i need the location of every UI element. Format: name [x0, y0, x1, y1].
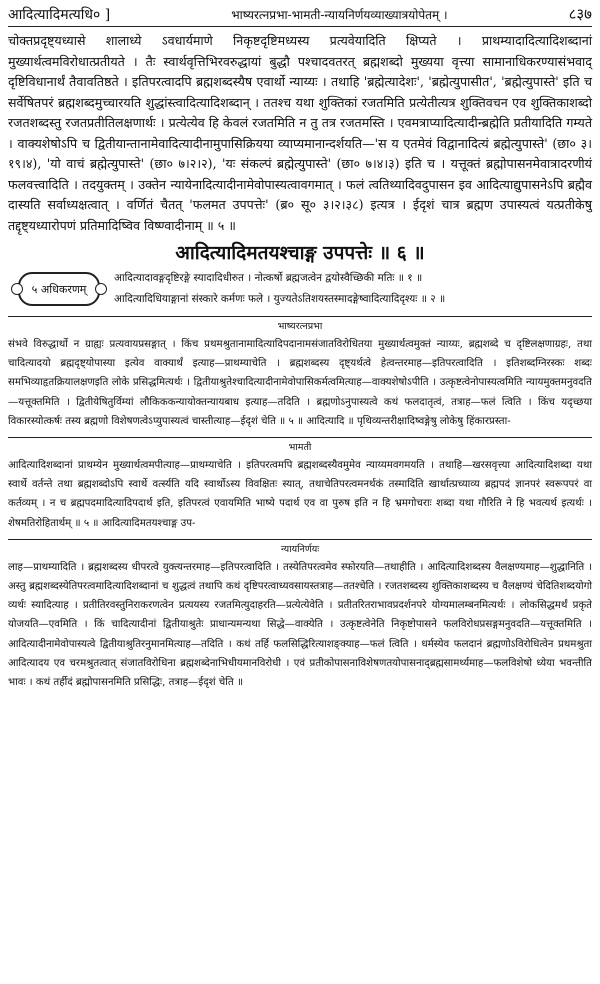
adhikarana-block: [8, 268, 592, 310]
adhikarana-verses: [114, 268, 445, 310]
section-divider: [8, 437, 592, 438]
commentary-bhamati: [8, 456, 592, 533]
commentary-title: न्यायनिर्णयः: [280, 543, 320, 555]
adhikarana-badge: ५ अधिकरणम्: [18, 272, 100, 306]
commentary-ratnaprabha: [8, 335, 592, 431]
commentary-title: भामती: [288, 442, 312, 454]
commentary-paragraph: आदित्यादिशब्दानां प्राथम्येन मुख्यार्थत्वमपीत्याह—प्राथम्याचेति । इतिपरत्वमपि ब्रह्मशब्दस्यैवमुमेव न्याय्यमवगमयति । तथाहि—खरसवृत्त्या आदित्यादिशब्दा यथा स्वार्थे वर्तन्ते तथा ब्रह्मशब्दोऽपि स्वार्थे वर्त्स्यति यदि स्वार्थोऽस्य विवक्षितः स्यात्, तथाचेतिपरत्वमनर्थकं तस्मादिति खार्थात्प्रच्याव्य ब्रह्मपदं ज्ञानपरं स्वरूपपरं वा कर्तव्यम् । न च ब्रह्मपदमादित्यादिपदार्थ इति, इतिपरत्वं एवायमिति भाष्ये पदार्थ एव वा पुरुष इति न हि भ्रमगोचराः शब्दा यथा गौरिति ने हि भवत्यर्थ इत्यर्थः । शेषमतिरोहितार्थम् ॥ ५ ॥ आदित्यादिमतयश्चाङ्ग उप-: [8, 460, 592, 529]
commentary-nyayanirnaya: [8, 558, 592, 692]
sutra-heading: आदित्यादिमतयश्चाङ्ग उपपत्तेः ॥ ६ ॥: [175, 242, 425, 264]
bhashya-paragraph: चोक्तप्रदृष्ट्यध्यासे शालाध्ये ऽवधार्यमाणे निकृष्टदृष्टिमध्यस्य प्रत्यवेयादिति क्षिप्यते । प्राथम्यादादित्यादिशब्दानां मुख्यार्थत्वमविरोधात्प्रतीयते । तैः स्वार्थवृत्तिभिरवरुद्धायां बुद्धौ पश्चादवतरत् ब्रह्मशब्दो मुख्यया वृत्त्या सामानाधिकरण्यासंभवाद् दृष्टिविधानार्थं तैवावतिष्ठते । इतिपरत्वादपि ब्रह्मशब्दस्यैष एवार्थो न्याय्यः । तथाहि 'ब्रह्मेत्यादेशः', 'ब्रह्मेत्युपासीत', 'ब्रह्मेत्युपास्ते' इति च सर्वेषितपरं ब्रह्मशब्दमुच्चारयति शुद्धांस्त्वादित्यादिशब्दान् । ततश्च यथा शुक्तिकां रजतमिति प्रत्येतीत्यत्र शुक्तिवचन एव शुक्तिकाशब्दो रजतशब्दस्तु रजतप्रतीतिलक्षणार्थः । प्रत्येत्येव हि केवलं रजतमिति न तु तत्र रजतमस्ति । एवमत्राप्यादित्यादीन्ब्रह्मेति प्रतीयादिति गम्यते । वाक्यशेषोऽपि च द्वितीयान्तानामेवादित्यादीनामुपासिक्रियया व्याप्यमानान्दर्शयति—'स य एतमेवं विद्वानादित्यं ब्रह्मेत्युपास्ते' (छा० ३।१९।४), 'यो वाचं ब्रह्मेत्युपास्ते' (छा० ७।२।२), 'यः संकल्पं ब्रह्मेत्युपास्ते' (छा० ७।४।३) इति च । यत्तूक्तं ब्रह्मोपासनमेवात्रादरणीयं फलवत्त्वादिति । तदयुक्तम् । उक्तेन न्यायेनादित्यादीनामेवोपास्यत्वावगमात् । फलं त्वतिथ्यादिवदुपासन इव आदित्याद्युपासनेऽपि ब्रह्मैव दास्यति सर्वाध्यक्षत्वात् । वर्णितं चैतत् 'फलमत उपपत्तेः' (ब्र० सू० ३।२।३८) इत्यत्र । ईदृशं चात्र ब्रह्मण उपास्यत्वं यत्प्रतीकेषु तद्दृष्ट्यध्यारोपणं प्रतिमादिष्विव विष्ण्वादीनाम् ॥ ५ ॥: [8, 33, 592, 233]
adhikarana-verse: आदित्यादावङ्गदृष्टिरङ्गे स्यादादिधीरुत । नोत्कर्षो ब्रह्मजत्वेन द्वयोस्वैच्छिकी मतिः ॥ १ ॥: [114, 272, 423, 284]
page-number: ८३७: [568, 5, 592, 23]
header-book-title: भाष्यरत्नप्रभा-भामती-न्यायनिर्णयव्याख्यात्रयोपेतम् ।: [231, 8, 448, 22]
section-divider: [8, 539, 592, 540]
bhashya-text: [8, 31, 592, 236]
commentary-paragraph: लाह—प्राथम्यादिति । ब्रह्मशब्दस्य धीपरत्वे युक्त्यन्तरमाह—इतिपरत्वादिति । तस्येतिपरत्वमेव स्फोरयति—तथाहीति । आदित्यादिशब्दस्य वैलक्षण्यमाह—शुद्धानिति । अस्तु ब्रह्मशब्दस्येतिपरत्वमादित्यादिशब्दानां च शुद्धत्वं तथापि कथं दृष्टिपरत्वाध्यवसायस्तत्राह—ततश्चेति । रजतशब्दस्य शुक्तिकाशब्दस्य च वैलक्षण्यं चेदितिशब्दयोगो व्यर्थः स्यादित्याह । प्रतीतिरवस्तुनिराकरणत्वेन प्रत्ययस्य रजतमित्युदाहरति—प्रत्येत्येवेति । प्रतीतरितराभावप्रदर्शनपरे योग्यमालम्बनमित्यर्थः । लोकसिद्धमर्थं प्रकृते योजयति—एवमिति । किं चादित्यादीनां द्वितीयाश्रुतेः प्राधान्यमन्यथा सिद्धे—वाक्येति । उत्कृष्टत्वेनेति निकृष्टोपासने फलविरोधप्रसङ्गमनुवदति—यत्तूक्तमिति । आदित्यादीनामेवोपास्यत्वे द्वितीयाश्रुतिरनुमानमित्याह—तदिति । कथं तर्हि फलसिद्धिरित्याशङ्क्याह—फलं त्विति । धर्मस्येव फलदानं ब्रह्मणोऽविरोधित्वेन प्रथमश्रुता आदित्यादय एव चरमश्रुतत्वात् संजातविरोधिना ब्रह्मशब्देनाभिधीयमानविरोधी । एवं प्रतीकोपासनाविशेषणतयोपासनाद्ब्रह्मसामर्थ्यमाह—फलविशेषो ध्येया भवन्तीति भावः । कथं तर्हीदं ब्रह्मोपासनमिति प्रसिद्धिः, तत्राह—ईदृशं चेति ॥: [8, 561, 592, 689]
commentary-title: भाष्यरत्नप्रभा: [277, 321, 323, 332]
commentary-paragraph: संभवे विरुद्धार्थो न ग्राह्यः प्रत्यवायप्रसङ्गात् । किंच प्रथमश्रुतानामादित्यादिपदानामसंजातविरोधितया मुख्यार्थत्वमुक्तं न्याय्यः, ब्रह्मशब्दे च दृष्टिलक्षणाग्रहः, तथा चादित्यादयो ब्रह्मदृष्ट्योपास्या इत्येव वाक्यार्थं इत्याह—प्राथम्याचेति । ब्रह्मशब्दस्य दृष्ट्यर्थत्वे हेत्वन्तरमाह—इतिपरत्वादिति । इतिशब्दग्निरस्कः शब्दः समभिव्याहृतक्रियालक्षणइति लोके प्रसिद्धमित्यर्थः । द्वितीयाश्रुतेश्चादित्यादीनामेवोपासिकर्मत्वमित्याह—वाक्यशेषोऽपीति । उत्कृष्टत्वेनोपास्यत्वमिति न्यायमुक्तमनुवदति—यत्तूक्तमिति । द्वितीयेषितुर्विम्यां लौकिककन्यायोक्तन्यायबाध इत्याह—तदिति । ब्रह्मणोऽनुपास्यत्वे कथं फलदातृत्वं, तत्राह—फलं त्विति । किंच यदृच्छया विकारस्योत्कर्षः तस्य ब्रह्मणो विशेषणत्वेऽप्युपास्यत्वं चास्तीत्याह—ईदृशं चेति ॥ ५ ॥ आदित्यादि ॥ पृथिव्यन्तरीक्षादिष्वङ्गेषु लोकेषु हिंकारप्रस्ता-: [8, 339, 592, 427]
running-header: [8, 4, 592, 27]
section-divider: [8, 316, 592, 317]
adhikarana-verse: आदित्यादिधियाङ्गानां संस्कारे कर्मणः फले । युज्यतेऽतिशयस्तस्मादङ्गेष्वादित्यादिदृश्यः ॥ २ ॥: [114, 293, 446, 305]
header-section-ref: आदित्यादिमत्यधि० ]: [8, 7, 111, 23]
